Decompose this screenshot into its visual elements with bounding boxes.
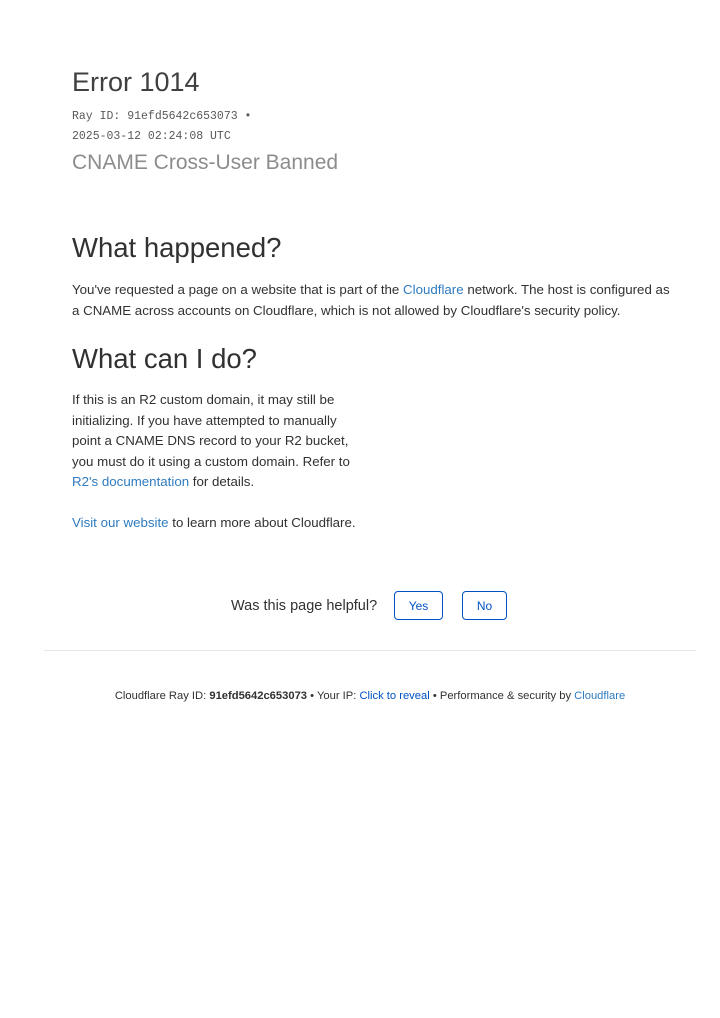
timestamp-line: 2025-03-12 02:24:08 UTC bbox=[72, 130, 231, 143]
what-can-i-do-heading: What can I do? bbox=[72, 343, 257, 374]
visit-text-after: to learn more about Cloudflare. bbox=[168, 515, 356, 530]
footer-separator: • bbox=[307, 690, 317, 702]
footer-ray-label: Cloudflare Ray ID: bbox=[114, 690, 210, 702]
footer-divider bbox=[44, 650, 696, 651]
footer-perf-label: Performance & security by bbox=[439, 690, 575, 702]
what-happened-text bbox=[72, 280, 672, 321]
what-happened-text-after: network. The host is configured as a CNAME across accounts on Cloudflare, which is not allowed by Cloudflare's security policy. bbox=[72, 282, 670, 318]
reveal-ip-button[interactable]: Click to reveal bbox=[359, 690, 430, 702]
r2-text-before: If this is an R2 custom domain, it may still be initializing. If you have attempted to manually point a CNAME DNS record to your R2 bucket, you must do it using a custom domain. Refer to bbox=[72, 392, 350, 469]
footer-cloudflare-link[interactable]: Cloudflare bbox=[574, 690, 626, 702]
feedback-no-button[interactable]: No bbox=[462, 591, 507, 620]
footer-separator: • bbox=[429, 690, 440, 702]
error-subtitle: CNAME Cross-User Banned bbox=[72, 151, 339, 174]
footer-ray-id: 91efd5642c653073 bbox=[209, 690, 308, 702]
r2-instructions-text bbox=[72, 390, 362, 493]
feedback-yes-button[interactable]: Yes bbox=[394, 591, 443, 620]
cloudflare-link[interactable]: Cloudflare bbox=[403, 282, 464, 297]
error-code-title: Error 1014 bbox=[72, 67, 200, 97]
visit-website-link[interactable]: Visit our website bbox=[72, 515, 169, 530]
footer bbox=[0, 687, 720, 705]
what-happened-text-before: You've requested a page on a website that is part of the bbox=[72, 282, 404, 297]
footer-ip-label: Your IP: bbox=[316, 690, 360, 702]
feedback-question: Was this page helpful? bbox=[231, 598, 378, 614]
r2-text-after: for details. bbox=[189, 474, 255, 489]
what-happened-heading: What happened? bbox=[72, 232, 282, 263]
ray-id-line: Ray ID: 91efd5642c653073 • bbox=[72, 110, 252, 123]
r2-documentation-link[interactable]: R2's documentation bbox=[72, 474, 190, 489]
visit-website-text bbox=[72, 513, 472, 534]
feedback-section bbox=[0, 591, 720, 622]
